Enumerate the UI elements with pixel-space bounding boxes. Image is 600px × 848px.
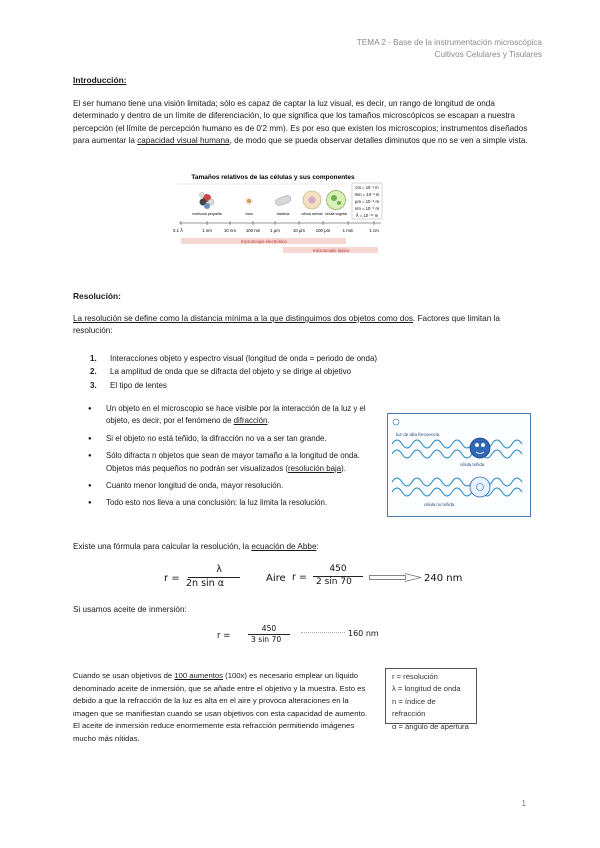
oil-formula: r = 450 3 sin 70 160 nm (217, 624, 379, 644)
intro-link-capacidad[interactable]: capacidad visual humana (137, 136, 230, 146)
item-molecule: molécula pequeña (192, 212, 222, 216)
plant-cell-icon (327, 191, 346, 210)
item-bacteria: bacteria (276, 212, 290, 216)
arrow-icon (369, 573, 423, 583)
scale-label-7: 1 mm (342, 228, 354, 233)
list-item: ● Cuanto menor longitud de onda, mayor resolución. (88, 480, 378, 492)
definition-rest: . Factores que limitan la resolución: (73, 314, 500, 336)
header-subtitle: Cultivos Celulares y Tisulares (434, 50, 542, 59)
abbe-air-calc: Aire r = 450 2 sin 70 240 nm (266, 564, 463, 587)
unstained-cell-icon (470, 477, 490, 497)
label-unstained-cell: célula no teñida (424, 502, 455, 507)
bacteria-icon (274, 194, 291, 206)
bullet-list (88, 403, 378, 515)
animal-cell-icon (303, 191, 321, 209)
unit-angstrom: Å = 10⁻¹⁰ m (355, 213, 379, 218)
item-animal-cell: célula animal (301, 212, 323, 216)
link-difraccion[interactable]: difracción (233, 416, 268, 426)
wave-diagram-svg (388, 414, 530, 516)
scale-label-2: 10 nm (224, 228, 236, 233)
lamp-icon (393, 419, 399, 425)
section-heading-introduccion: Introducción: (73, 75, 127, 85)
page-number: 1 (521, 799, 526, 808)
link-ecuacion-abbe[interactable]: ecuación de Abbe (251, 542, 317, 551)
cell-size-figure (163, 170, 383, 270)
abbe-intro: Existe una fórmula para calcular la resolución, la ecuación de Abbe: (73, 542, 319, 551)
virus-icon (246, 198, 253, 205)
oil-intro: Si usamos aceite de inmersión: (73, 605, 187, 614)
abbe-formula: r = λ 2n sin α (164, 564, 256, 594)
intro-paragraph (73, 98, 535, 148)
cell-size-diagram (163, 170, 383, 270)
list-item: 2. La amplitud de onda que se difracta del objeto y se dirige al objetivo (90, 367, 352, 377)
header-title: TEMA 2 - Base de la instrumentación microscópica (356, 38, 542, 47)
scale-label-4: 1 μm (270, 228, 280, 233)
item-virus: virus (245, 212, 253, 216)
result-oil: 160 nm (348, 629, 379, 638)
immersion-paragraph: Cuando se usan objetivos de 100 aumentos (100x) es necesario emplear un líquido denominado aceite de inmersión, que se añade entre el objetivo y la muestra. Esto es debido a que la refracción de la luz es alta en el aire y provoca alteraciones en la imagen que se manifiestan cuando se usan objetivos con esta capacidad de aumento. El aceite de inmersión reduce enormemente esta refracción permitiendo imágenes mucho más nítidas. (73, 671, 368, 743)
scale-label-8: 1 cm (369, 228, 379, 233)
list-item: 3. El tipo de lentes (90, 380, 167, 390)
legend-item: λ = longitud de onda (392, 684, 461, 694)
scale-label-3: 100 nm (245, 228, 261, 233)
item-plant-cell: célula vegetal (325, 212, 347, 216)
unit-nm: nm = 10⁻⁹ m (355, 206, 379, 211)
section-heading-resolucion: Resolución: (73, 291, 121, 301)
unit-um: μm = 10⁻⁶ m (355, 199, 379, 204)
legend-box (385, 668, 477, 731)
result-air: 240 nm (424, 573, 463, 584)
list-item: 1. Interacciones objeto y espectro visual (longitud de onda = periodo de onda) (90, 354, 378, 363)
legend-item: n = índice de refracción (392, 696, 436, 719)
list-item: ● Sólo difracta n objetos que sean de mayor tamaño a la longitud de onda. Objetos más pequeños no podrán ser visualizados (resolución baja). (88, 450, 378, 475)
definition-underlined: La resolución se define como la distancia mínima a la que distinguimos dos objetos como dos (73, 314, 413, 323)
factor-list (90, 352, 377, 392)
scale-label-6: 100 μm (315, 228, 331, 233)
list-item: ● Todo esto nos lleva a una conclusión: la luz limita la resolución. (88, 497, 378, 509)
link-resolucion-baja[interactable]: resolución baja (288, 463, 342, 473)
list-item: ● Un objeto en el microscopio se hace visible por la interacción de la luz y el objeto, es decir, por el fenómeno de difracción. (88, 403, 378, 428)
list-item: ● Si el objeto no está teñido, la difracción no va a ser tan grande. (88, 433, 378, 445)
figure-title: Tamaños relativos de las células y sus componentes (191, 174, 355, 181)
unit-cm: cm = 10⁻² m (355, 185, 379, 190)
legend-item: r = resolución (392, 672, 438, 681)
scale-label-5: 10 μm (292, 228, 306, 233)
intro-text: El ser humano tiene una visión limitada; sólo es capaz de captar la luz visual, es decir, un rango de longitud de onda determinado y dentro de un límite de diferenciación, lo que significa que los tamaños microscópicos se escapan a nuestra percepción (el límite de percepción humano es de 0'2 mm). Es por eso que existen los microscopios; instrumentos diseñados para aumentar la (73, 99, 528, 146)
intro-text-end: , de modo que se pueda observar detalles diminutos que no se ven a simple vista. (229, 136, 528, 146)
link-100-aumentos[interactable]: 100 aumentos (174, 671, 224, 680)
stained-cell-icon (470, 438, 490, 458)
scale-label-1: 1 nm (202, 228, 212, 233)
label-high-frequency: luz de alta frecuencia (396, 432, 440, 437)
bar-optical-label: microscopio óptico (313, 248, 350, 253)
molecule-icon (200, 193, 215, 210)
scale-label-0: 0.1 Å (173, 228, 184, 233)
label-stained-cell: célula teñida (460, 462, 485, 467)
legend-item: α = ángulo de apertura (392, 721, 469, 731)
bar-electron-label: microscopio electrónico (241, 239, 287, 244)
wave-diagram (387, 413, 531, 517)
unit-mm: mm = 10⁻³ m (354, 192, 380, 197)
resolution-definition (73, 313, 535, 338)
